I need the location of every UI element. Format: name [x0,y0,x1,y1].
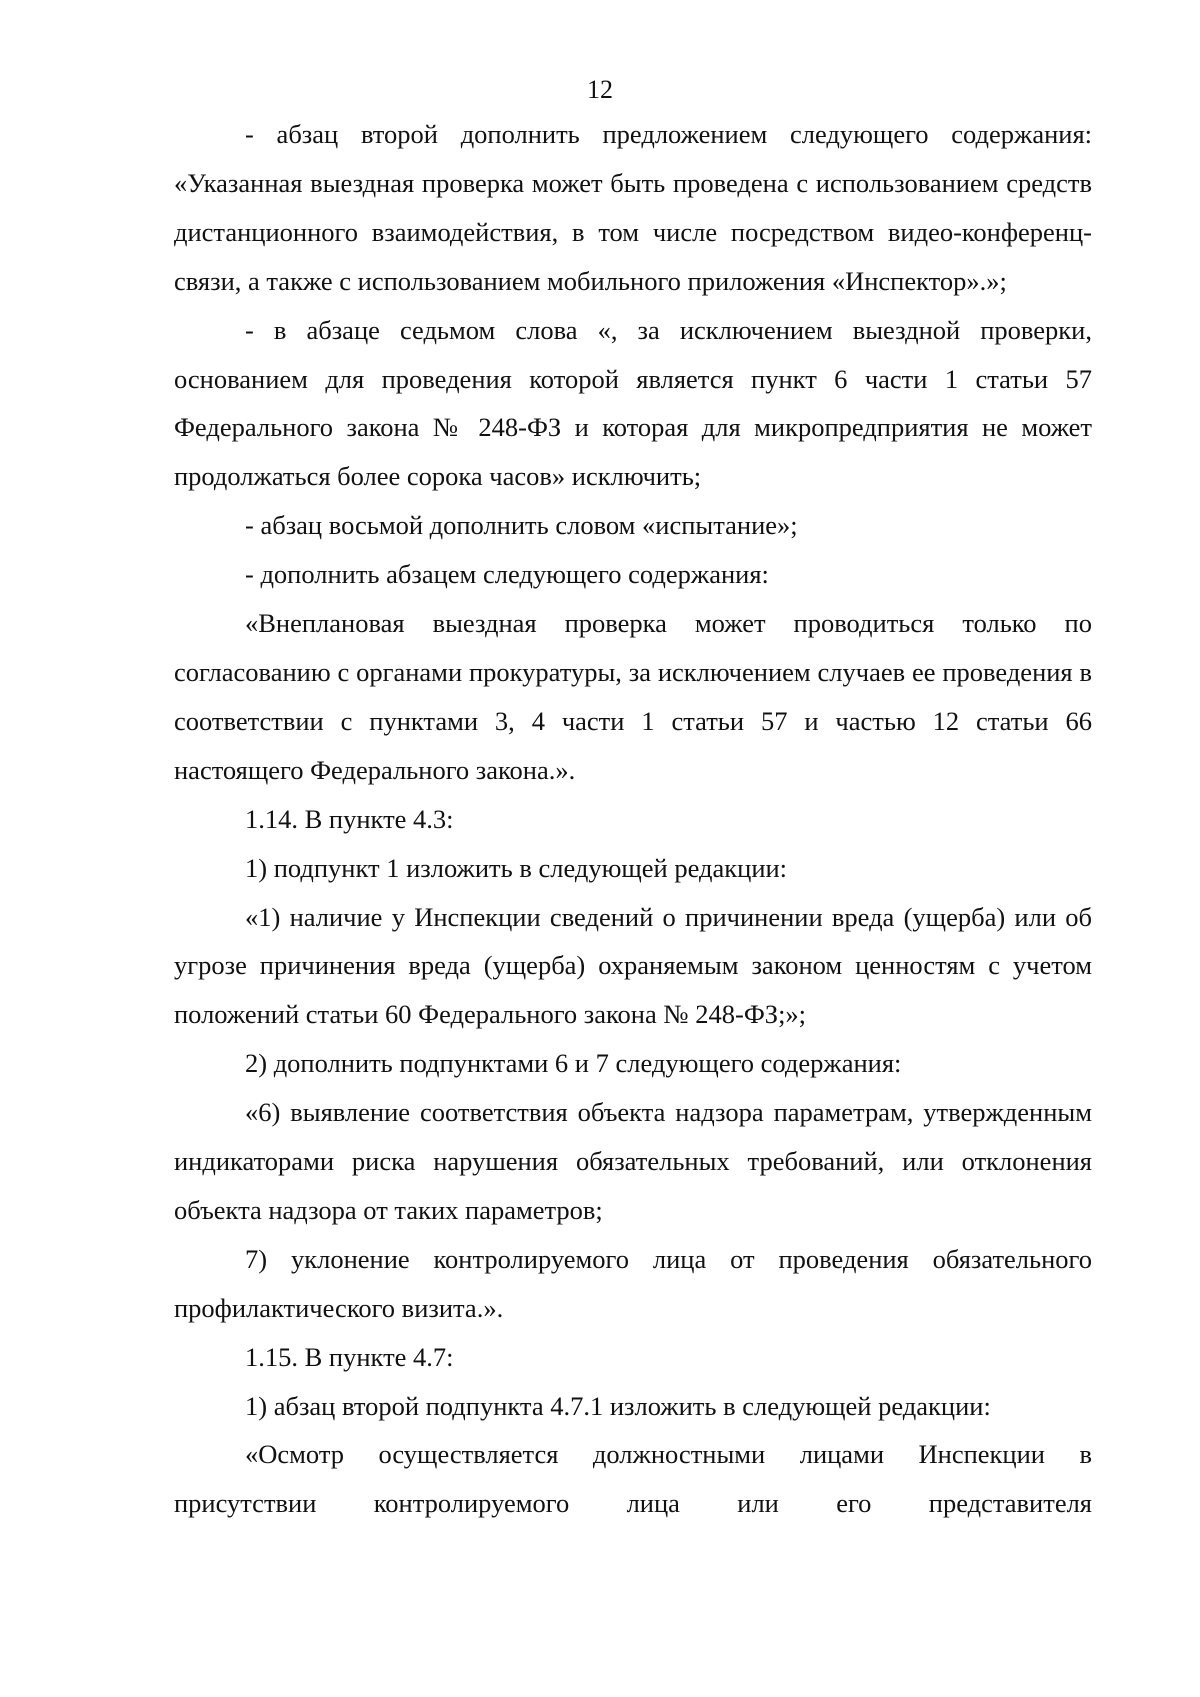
paragraph-10: «6) выявление соответствия объекта надзора параметрам, утвержденным индикаторами риска нарушения обязательных требований, или отклонения объекта надзора от таких параметров; [174,1097,1092,1225]
paragraph-4: - дополнить абзацем следующего содержания: [245,559,769,590]
paragraph-6: 1.14. В пункте 4.3: [245,803,454,834]
document-body [174,110,1092,1528]
paragraph-2: - в абзаце седьмом слова «, за исключением выездной проверки, основанием для проведения которой является пункт 6 части 1 статьи 57 Федерального закона № 248-ФЗ и которая для микропредприятия не может продолжаться более сорока часов» исключить; [174,314,1092,492]
paragraph-8: «1) наличие у Инспекции сведений о причинении вреда (ущерба) или об угрозе причинения вреда (ущерба) охраняемым законом ценностям с учетом положений статьи 60 Федерального закона № 248-ФЗ;»; [174,901,1092,1030]
paragraph-14: «Осмотр осуществляется должностными лицами Инспекции в присутствии контролируемого лица или его представителя [174,1439,1092,1519]
paragraph-9: 2) дополнить подпунктами 6 и 7 следующего содержания: [245,1048,902,1079]
paragraph-1: - абзац второй дополнить предложением следующего содержания: «Указанная выездная проверка может быть проведена с использованием средств дистанционного взаимодействия, в том числе посредством видео-конференц-связи, а также с использованием мобильного приложения «Инспектор».»; [174,119,1092,296]
paragraph-7: 1) подпункт 1 изложить в следующей редакции: [245,852,788,883]
paragraph-5: «Внеплановая выездная проверка может проводиться только по согласованию с органами прокуратуры, за исключением случаев ее проведения в соответствии с пунктами 3, 4 части 1 статьи 57 и частью 12 статьи 66 настоящего Федерального закона.». [174,608,1092,785]
paragraph-12: 1.15. В пункте 4.7: [245,1341,454,1372]
page-number: 12 [587,75,613,104]
paragraph-11: 7) уклонение контролируемого лица от проведения обязательного профилактического визита.». [174,1243,1092,1323]
paragraph-3: - абзац восьмой дополнить словом «испытание»; [245,510,798,541]
paragraph-13: 1) абзац второй подпункта 4.7.1 изложить в следующей редакции: [245,1390,991,1421]
